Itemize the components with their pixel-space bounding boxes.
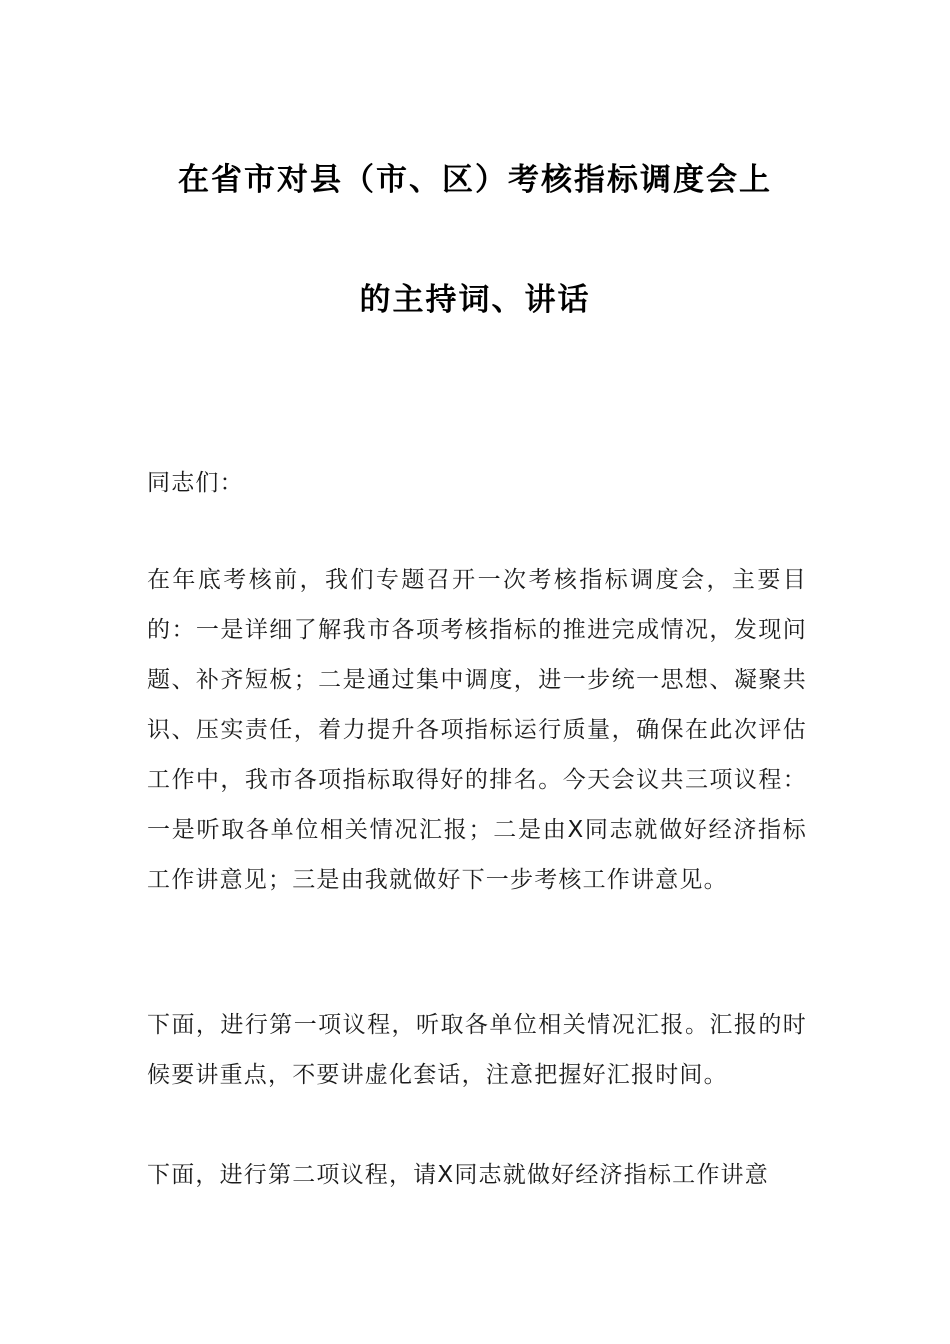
- salutation: 同志们：: [147, 470, 244, 496]
- paragraph-1: 在年底考核前，我们专题召开一次考核指标调度会，主要目的：一是详细了解我市各项考核指标的推进完成情况，发现问题、补齐短板；二是通过集中调度，进一步统一思想、凝聚共识、压实责任，着力提升各项指标运行质量，确保在此次评估工作中，我市各项指标取得好的排名。今天会议共三项议程：一是听取各单位相关情况汇报；二是由X同志就做好经济指标工作讲意见；三是由我就做好下一步考核工作讲意见。: [147, 567, 807, 893]
- document-title-line-1: 在省市对县（市、区）考核指标调度会上: [178, 162, 772, 198]
- paragraph-3: 下面，进行第二项议程，请X同志就做好经济指标工作讲意: [147, 1162, 769, 1188]
- paragraph-2: 下面，进行第一项议程，听取各单位相关情况汇报。汇报的时候要讲重点，不要讲虚化套话，注意把握好汇报时间。: [147, 1012, 807, 1088]
- document-title-line-2: 的主持词、讲话: [359, 282, 591, 318]
